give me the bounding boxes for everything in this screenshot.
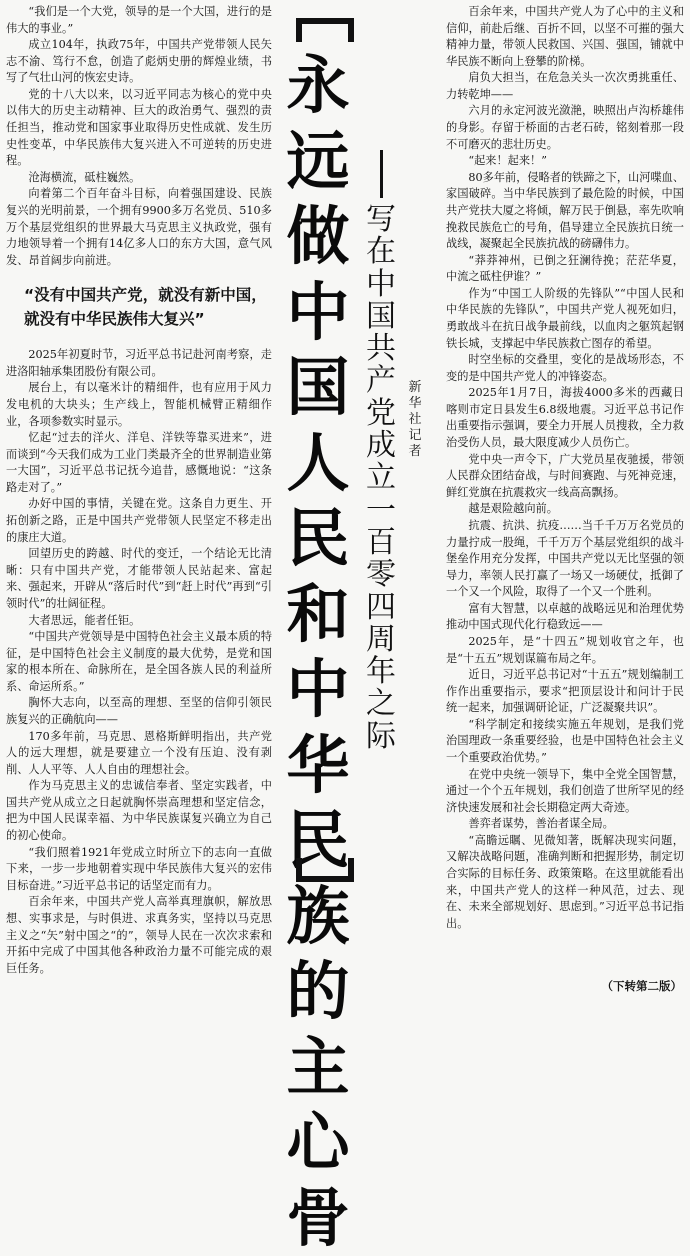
subtitle-box — [364, 150, 398, 840]
left-paragraph: 忆起“过去的洋火、洋皂、洋铁等靠买进来”，进而谈到“今天我们成为工业门类最齐全的世界制造业第一大国”，习近平总书记抚今追昔，感慨地说：“这条路走对了。” — [6, 430, 272, 496]
left-paragraph: 沧海横流，砥柱巍然。 — [6, 170, 272, 187]
left-paragraph: 170多年前，马克思、恩格斯鲜明指出，共产党人的远大理想，就是要建立一个没有压迫、没有剥削、人人平等、人人自由的理想社会。 — [6, 729, 272, 779]
subtitle-char: 一 — [364, 495, 398, 527]
subtitle-char: 在 — [364, 236, 398, 268]
left-paragraph: “我们是一个大党，领导的是一个大国，进行的是伟大的事业。” — [6, 4, 272, 37]
left-paragraph: 展台上，有以毫米计的精细件，也有应用于风力发电机的大块头；生产线上，智能机械臂正精细作业，各项参数实时显示。 — [6, 380, 272, 430]
byline-box — [404, 380, 426, 460]
left-paragraph: “中国共产党领导是中国特色社会主义最本质的特征，是中国特色社会主义制度的最大优势，是党和国家的根本所在、命脉所在，是全国各族人民的利益所系、命运所系。” — [6, 629, 272, 695]
headline-char: 国 — [278, 350, 358, 426]
continued-on-page-two: （下转第二版） — [602, 978, 683, 994]
subtitle-char: 立 — [364, 462, 398, 494]
subtitle-char: 周 — [364, 624, 398, 656]
left-paragraph: 作为马克思主义的忠诚信奉者、坚定实践者，中国共产党从成立之日起就胸怀崇高理想和坚定信念，把为中国人民谋幸福、为中华民族谋复兴确立为自己的初心使命。 — [6, 778, 272, 844]
right-paragraph: 近日，习近平总书记对“十五五”规划编制工作作出重要指示，要求“把顶层设计和问计于民统一起来，加强调研论证，广泛凝聚共识”。 — [446, 667, 684, 717]
right-paragraph: “高瞻远瞩、见微知著，既解决现实问题，又解决战略问题，准确判断和把握形势，制定切合实际的目标任务、政策策略。在这里就能看出来，中国共产党人的这样一种风范，过去、现在、未来全部规划好、思虑到。”习近平总书记指出。 — [446, 833, 684, 932]
left-paragraph: 大者思远，能者任钜。 — [6, 613, 272, 630]
headline-char: 民 — [278, 803, 358, 879]
subtitle-char: 国 — [364, 301, 398, 333]
right-paragraph: 六月的永定河波光潋滟，映照出卢沟桥雄伟的身影。存留于桥面的古老石砖，铭刻着那一段不可磨灭的悲壮历史。 — [446, 103, 684, 153]
right-paragraph: 富有大智慧，以卓越的战略远见和治理优势推动中国式现代化行稳致远—— — [446, 601, 684, 634]
left-paragraph: 2025年初夏时节，习近平总书记赴河南考察，走进洛阳轴承集团股份有限公司。 — [6, 347, 272, 380]
headline-char: 族 — [278, 879, 358, 955]
right-paragraph: 在党中央统一领导下，集中全党全国智慧，通过一个个五年规划，我们创造了世所罕见的经济快速发展和社会长期稳定两大奇迹。 — [446, 767, 684, 817]
headline-char: 心 — [278, 1105, 358, 1181]
subtitle-char: 之 — [364, 688, 398, 720]
right-paragraph: 80多年前，侵略者的铁蹄之下，山河喋血、家国破碎。当中华民族到了最危险的时候，中国共产党扶大厦之将倾，解万民于倒悬，率先吹响挽救民族危亡的号角，倡导建立全民族抗日统一战线，凝聚起全民族抗战的磅礴伟力。 — [446, 170, 684, 253]
right-paragraph: 2025年1月7日，海拔4000多米的西藏日喀则市定日县发生6.8级地震。习近平总书记作出重要指示强调，要全力开展人员搜救，全力救治受伤人员，最大限度减少人员伤亡。 — [446, 385, 684, 451]
headline-char: 永 — [278, 48, 358, 124]
right-paragraph: “起来！起来！” — [446, 153, 684, 170]
left-article-column — [6, 4, 272, 977]
main-headline — [278, 48, 358, 1256]
main-headline-box — [278, 10, 358, 985]
byline-char: 新 — [404, 380, 426, 396]
headline-char: 和 — [278, 577, 358, 653]
byline — [404, 380, 426, 460]
right-paragraph: 越是艰险越向前。 — [446, 501, 684, 518]
headline-char: 骨 — [278, 1181, 358, 1256]
subtitle-char: 年 — [364, 656, 398, 688]
right-paragraph: 党中央一声令下，广大党员星夜驰援，带领人民群众团结奋战，与时间赛跑、与死神竞速，鲜红党旗在抗震救灾一线高高飘扬。 — [446, 452, 684, 502]
headline-char: 主 — [278, 1030, 358, 1106]
byline-char: 者 — [404, 444, 426, 460]
right-paragraph: “科学制定和接续实施五年规划，是我们党治国理政一条重要经验，也是中国特色社会主义一个重要政治优势。” — [446, 717, 684, 767]
right-paragraph: “莽莽神州，已倒之狂澜待挽；茫茫华夏，中流之砥柱伊谁？” — [446, 253, 684, 286]
byline-char: 社 — [404, 412, 426, 428]
left-paragraph: 向着第二个百年奋斗目标，向着强国建设、民族复兴的光明前景，一个拥有9900多万名党员、510多万个基层党组织的世界最大马克思主义执政党，强有力地领导着一个拥有14亿多人口的东方大国，意气风发、昂首阔步向前进。 — [6, 186, 272, 269]
subtitle-dash — [380, 150, 383, 198]
right-paragraph: 肩负大担当，在危急关头一次次勇挑重任、力转乾坤—— — [446, 70, 684, 103]
subtitle-char: 四 — [364, 592, 398, 624]
headline-char: 中 — [278, 652, 358, 728]
right-paragraph: 百余年来，中国共产党人为了心中的主义和信仰，前赴后继、百折不回，以坚不可摧的强大精神力量，带领人民救国、兴国、强国，铺就中华民族不断向上登攀的阶梯。 — [446, 4, 684, 70]
subtitle-char: 百 — [364, 527, 398, 559]
headline-char: 华 — [278, 728, 358, 804]
subtitle-char: 党 — [364, 398, 398, 430]
left-paragraph: 回望历史的跨越、时代的变迁，一个结论无比清晰：只有中国共产党，才能带领人民站起来、富起来、强起来，开辟从“落后时代”到“赶上时代”再到“引领时代”的壮阔征程。 — [6, 546, 272, 612]
subtitle-char: 零 — [364, 559, 398, 591]
headline-open-bracket — [296, 18, 354, 42]
right-paragraph: 作为“中国工人阶级的先锋队”“中国人民和中华民族的先锋队”，中国共产党人视死如归，勇敢战斗在抗日战争最前线，以血肉之躯筑起钢铁长城，支撑起中华民族救亡图存的希望。 — [446, 286, 684, 352]
left-paragraph: “我们照着1921年党成立时所立下的志向一直做下来，一步一步地朝着实现中华民族伟大复兴的宏伟目标奋进。”习近平总书记的话坚定而有力。 — [6, 845, 272, 895]
subtitle-char: 写 — [364, 204, 398, 236]
headline-char: 的 — [278, 954, 358, 1030]
right-paragraph: 抗震、抗洪、抗疫……当千千万万名党员的力量拧成一股绳，千千万万个基层党组织的战斗堡垒作用充分发挥，中国共产党以无比坚强的领导力，率领人民打赢了一场又一场硬仗，抵御了一个又一个风险，取得了一个又一个胜利。 — [446, 518, 684, 601]
subtitle-char: 中 — [364, 269, 398, 301]
left-paragraph: 百余年来，中国共产党人高举真理旗帜，解放思想、实事求是，与时俱进、求真务实，坚持以马克思主义之“矢”射中国之“的”，领导人民在一次次求索和开拓中完成了中国其他各种政治力量不可能完成的艰巨任务。 — [6, 894, 272, 977]
subtitle-char: 成 — [364, 430, 398, 462]
headline-char: 人 — [278, 426, 358, 502]
subtitle-char: 产 — [364, 365, 398, 397]
headline-close-bracket — [296, 858, 354, 882]
right-article-column — [446, 4, 684, 932]
byline-char: 记 — [404, 428, 426, 444]
right-paragraph: 2025年，是“十四五”规划收官之年，也是“十五五”规划谋篇布局之年。 — [446, 634, 684, 667]
byline-char: 华 — [404, 396, 426, 412]
right-paragraph: 时空坐标的交叠里，变化的是战场形态，不变的是中国共产党人的冲锋姿态。 — [446, 352, 684, 385]
headline-char: 中 — [278, 275, 358, 351]
headline-area — [276, 10, 442, 995]
pull-quote — [6, 283, 272, 331]
subtitle-char: 际 — [364, 721, 398, 753]
left-paragraph: 办好中国的事情，关键在党。这条自力更生、开拓创新之路，正是中国共产党带领人民坚定不移走出的康庄大道。 — [6, 496, 272, 546]
left-paragraph: 成立104年，执政75年，中国共产党带领人民矢志不渝、笃行不怠，创造了彪炳史册的辉煌业绩，书写了气壮山河的恢宏史诗。 — [6, 37, 272, 87]
pull-quote-text: “没有中国共产党，就没有新中国，就没有中华民族伟大复兴” — [24, 283, 268, 331]
subtitle-char: 共 — [364, 333, 398, 365]
right-paragraph: 善弈者谋势，善治者谋全局。 — [446, 816, 684, 833]
left-paragraph: 胸怀大志向，以至高的理想、至坚的信仰引领民族复兴的正确航向—— — [6, 695, 272, 728]
left-paragraph: 党的十八大以来，以习近平同志为核心的党中央以伟大的历史主动精神、巨大的政治勇气、强烈的责任担当，推动党和国家事业取得历史性成就、发生历史性变革，中华民族伟大复兴进入不可逆转的历史进程。 — [6, 87, 272, 170]
headline-char: 远 — [278, 124, 358, 200]
headline-char: 做 — [278, 199, 358, 275]
subtitle — [364, 204, 398, 753]
headline-char: 民 — [278, 501, 358, 577]
